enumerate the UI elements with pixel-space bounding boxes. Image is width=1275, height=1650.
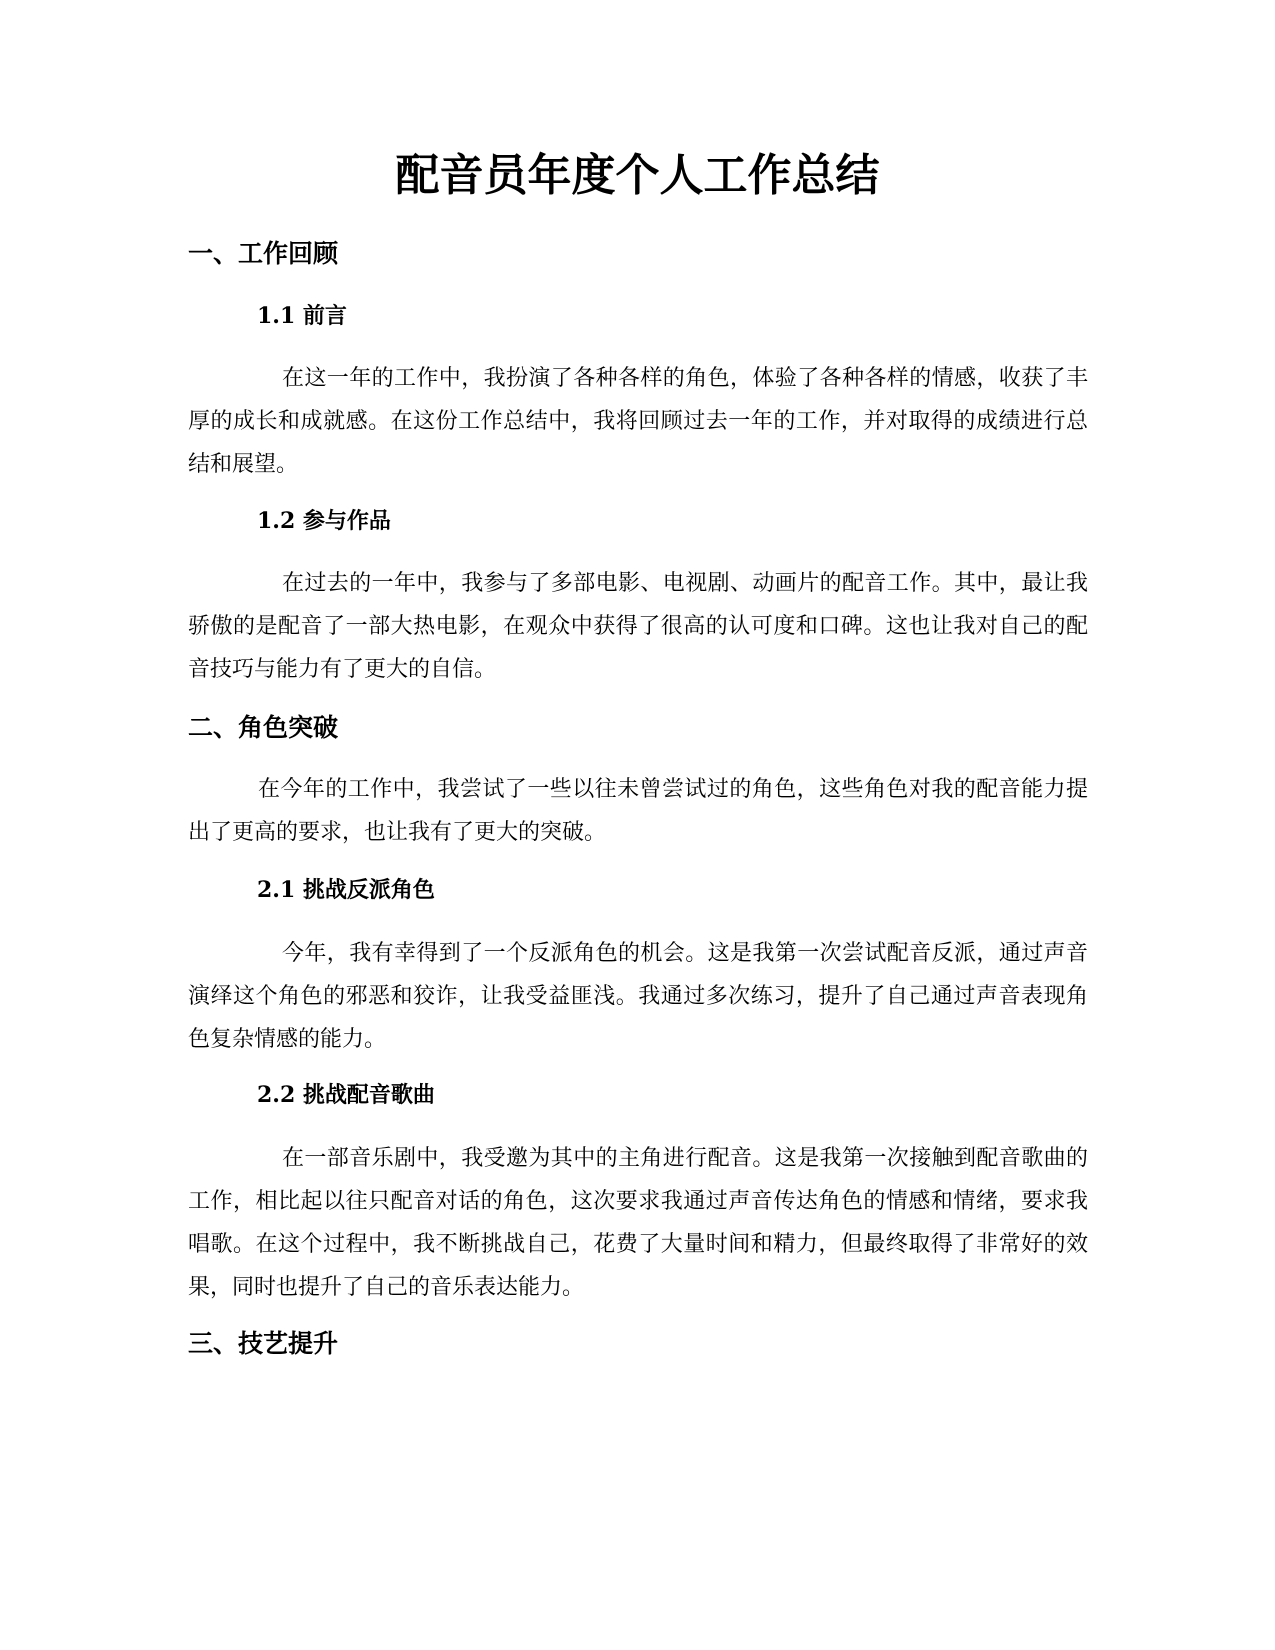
- subsection-heading-1-1: 1.1 前言: [257, 303, 347, 329]
- subsection-heading-1-2: 1.2 参与作品: [257, 508, 391, 534]
- paragraph-2-intro: 在今年的工作中，我尝试了一些以往未曾尝试过的角色，这些角色对我的配音能力提出了更高的要求，也让我有了更大的突破。: [188, 777, 1088, 845]
- paragraph-2-2: 在一部音乐剧中，我受邀为其中的主角进行配音。这是我第一次接触到配音歌曲的工作，相比起以往只配音对话的角色，这次要求我通过声音传达角色的情感和情绪，要求我唱歌。在这个过程中，我不断挑战自己，花费了大量时间和精力，但最终取得了非常好的效果，同时也提升了自己的音乐表达能力。: [188, 1146, 1088, 1300]
- paragraph-1-2: 在过去的一年中，我参与了多部电影、电视剧、动画片的配音工作。其中，最让我骄傲的是配音了一部大热电影，在观众中获得了很高的认可度和口碑。这也让我对自己的配音技巧与能力有了更大的自信。: [188, 571, 1088, 682]
- paragraph-2-1: 今年，我有幸得到了一个反派角色的机会。这是我第一次尝试配音反派，通过声音演绎这个角色的邪恶和狡诈，让我受益匪浅。我通过多次练习，提升了自己通过声音表现角色复杂情感的能力。: [188, 941, 1088, 1052]
- subsection-heading-2-2: 2.2 挑战配音歌曲: [257, 1082, 435, 1108]
- section-heading-1: 一、工作回顾: [188, 239, 339, 268]
- section-heading-2: 二、角色突破: [188, 713, 339, 742]
- paragraph-1-1: 在这一年的工作中，我扮演了各种各样的角色，体验了各种各样的情感，收获了丰厚的成长和成就感。在这份工作总结中，我将回顾过去一年的工作，并对取得的成绩进行总结和展望。: [188, 366, 1088, 477]
- subsection-heading-2-1: 2.1 挑战反派角色: [257, 877, 435, 903]
- section-heading-3: 三、技艺提升: [188, 1329, 339, 1358]
- document-title: 配音员年度个人工作总结: [395, 150, 880, 201]
